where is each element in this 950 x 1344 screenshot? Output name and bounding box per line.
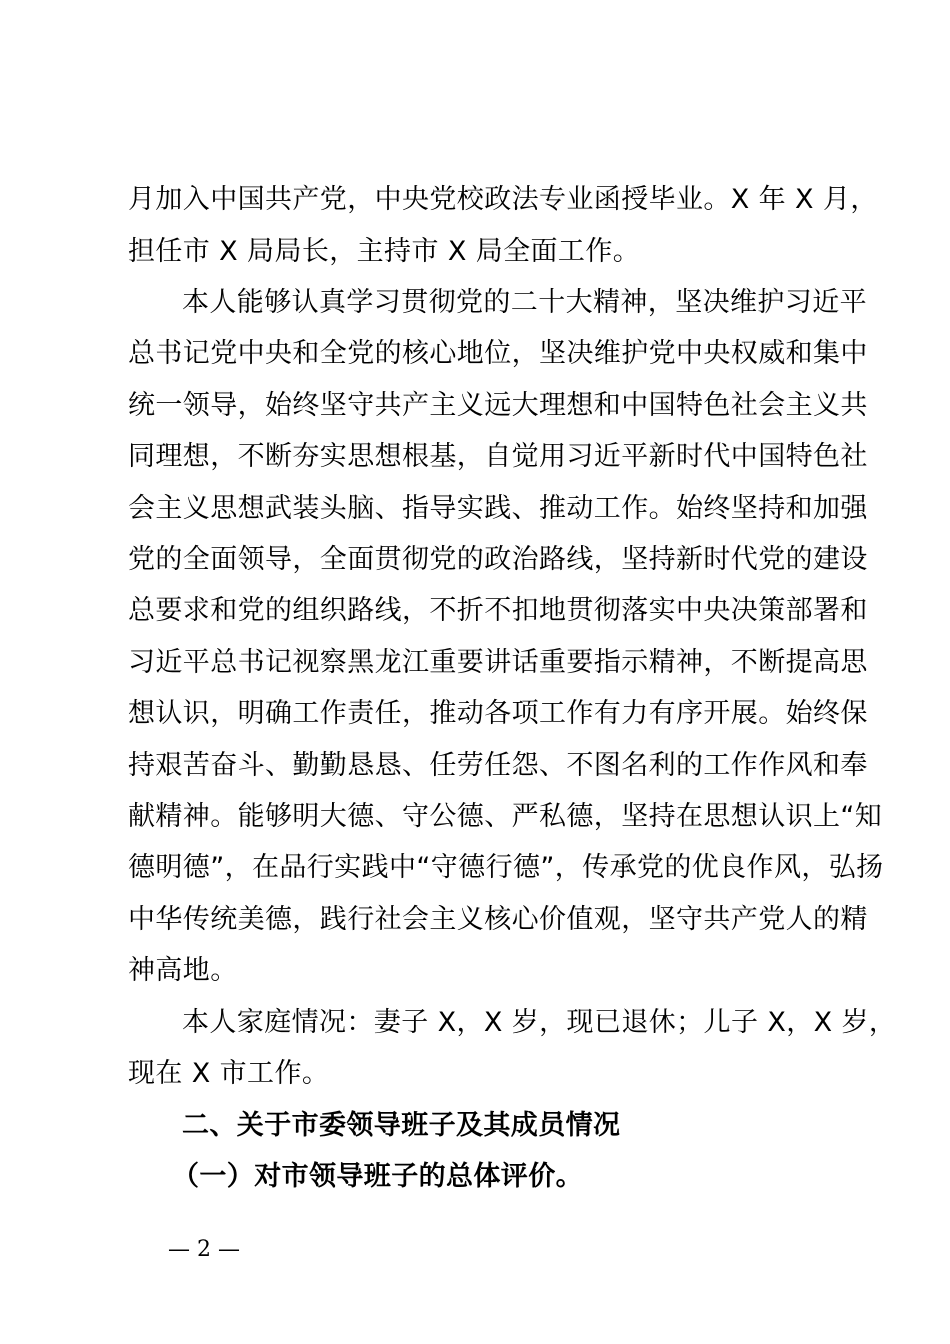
text-line-18: 现在 X 市工作。: [128, 1058, 330, 1089]
text-line-6: 同理想，不断夯实思想根基，自觉用习近平新时代中国特色社: [128, 441, 868, 472]
text-line-14: 德明德”，在品行实践中“守德行德”，传承党的优良作风，弘扬: [128, 852, 884, 883]
text-line-13: 献精神。能够明大德、守公德、严私德，坚持在思想认识上“知: [128, 801, 883, 832]
text-line-3: 本人能够认真学习贯彻党的二十大精神，坚决维护习近平: [182, 287, 867, 318]
text-line-10: 习近平总书记视察黑龙江重要讲话重要指示精神，不断提高思: [128, 647, 868, 678]
text-line-9: 总要求和党的组织路线，不折不扣地贯彻落实中央决策部署和: [128, 595, 868, 626]
text-line-17: 本人家庭情况：妻子 X，X 岁，现已退休；儿子 X，X 岁，: [182, 1007, 897, 1038]
text-line-2: 担任市 X 局局长，主持市 X 局全面工作。: [128, 236, 641, 267]
section-heading: 二、关于市委领导班子及其成员情况: [182, 1110, 621, 1141]
subsection-heading: （一）对市领导班子的总体评价。: [172, 1161, 583, 1192]
text-line-8: 党的全面领导，全面贯彻党的政治路线，坚持新时代党的建设: [128, 544, 868, 575]
text-line-4: 总书记党中央和全党的核心地位，坚决维护党中央权威和集中: [128, 338, 868, 369]
page-number: — 2 —: [168, 1237, 240, 1262]
text-line-12: 持艰苦奋斗、勤勤恳恳、任劳任怨、不图名利的工作作风和奉: [128, 750, 868, 781]
text-line-7: 会主义思想武装头脑、指导实践、推动工作。始终坚持和加强: [128, 493, 868, 524]
text-line-11: 想认识，明确工作责任，推动各项工作有力有序开展。始终保: [128, 698, 868, 729]
text-line-1: 月加入中国共产党，中央党校政法专业函授毕业。X 年 X 月，: [128, 184, 878, 215]
text-line-16: 神高地。: [128, 955, 238, 986]
text-line-5: 统一领导，始终坚守共产主义远大理想和中国特色社会主义共: [128, 390, 868, 421]
text-line-15: 中华传统美德，践行社会主义核心价值观，坚守共产党人的精: [128, 904, 868, 935]
